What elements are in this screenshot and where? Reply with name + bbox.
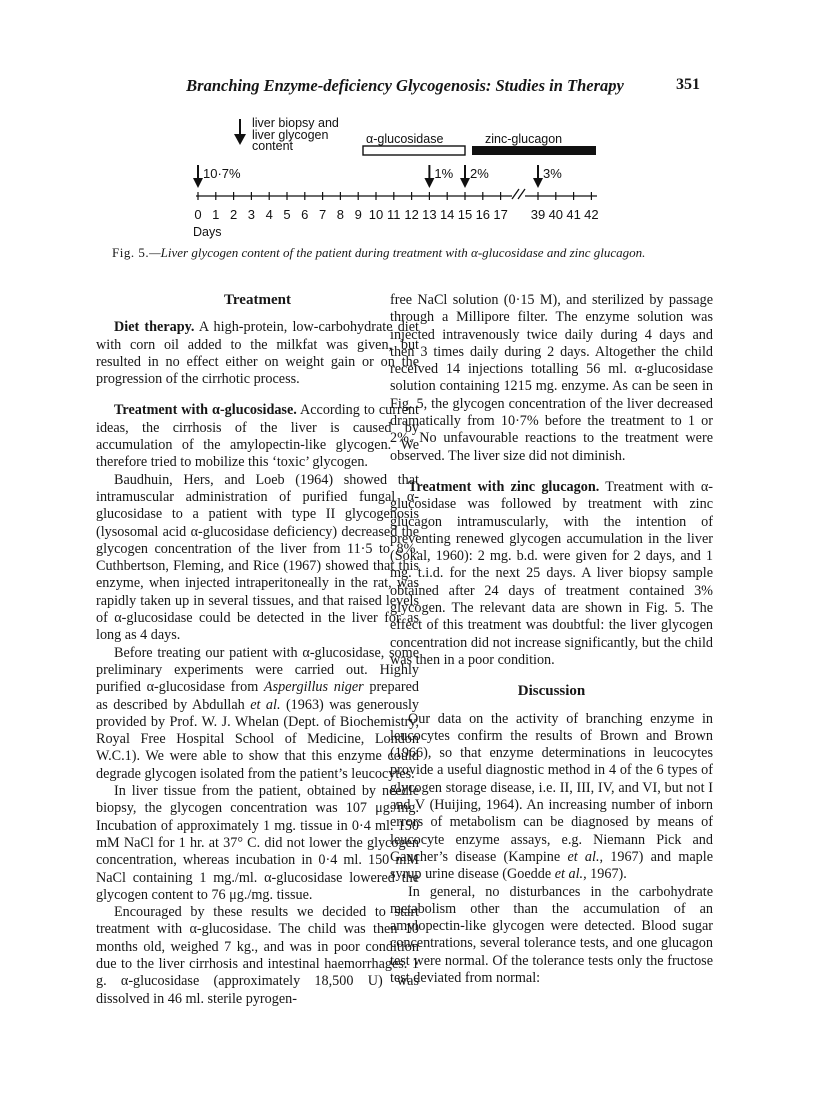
axis-tick-label: 9 [354,207,362,222]
discussion-paragraph-2: In general, no disturbances in the carbohydrate metabolism other than the accumulation of an amylopectin-like glycogen were detected. Blood sugar concentrations, several tolerance tests, and one glucagon test were normal. Of the tolerance tests only the fructose test deviated from normal: [390,883,713,986]
liver-tissue-paragraph: In liver tissue from the patient, obtained by needle biopsy, the glycogen concentration was 107 μg./mg. Incubation of approximately 1 mg. tissue in 0·4 ml. 150 mM NaCl for 1 hr. at 37° C. did not lower the glycogen concentration, whereas incubation in 0·4 ml. 150 mM NaCl containing 1 mg./ml. α-glucosidase lowered the glycogen content to 76 μg./mg. tissue. [96,783,419,903]
diet-therapy-paragraph [96,319,419,388]
alpha-glucosidase-bar [363,146,465,155]
axis-tick-label: 8 [336,207,345,222]
discussion-text-1: Our data on the activity of branching enzyme in leucocytes confirm the results of Brown and Brown (1966), so that enzyme determinations in leucocytes provide a useful diagnostic method in 4 of the 6 types of glycogen storage disease, i.e. II, III, IV, and VI, but not I and V (Huijing, 1964). An increasing number of inborn errors of metabolism can be diagnosed by means of leucocyte enzyme assays, e.g. Niemann Pick and Gaucher’s disease (Kampine [390,710,713,865]
marker-label: 3% [543,166,562,181]
axis-tick-label: 10 [368,207,384,222]
preliminary-text-1: Before treating our patient with α-glucosidase, some preliminary experiments were carried out. Highly purified α-glucosidase from [96,644,419,696]
axis-label: Days [193,225,222,239]
caption-label: Fig. 5. [112,245,150,260]
axis-tick-label: 3 [247,207,256,222]
discussion-paragraph-1 [390,711,713,884]
figure-5-timeline [0,0,816,245]
discussion-text-3: , 1967). [583,866,627,883]
zinc-treatment-heading: Treatment with zinc glucagon. [408,478,600,495]
marker-arrowhead-icon [193,178,203,188]
axis-tick-label: 6 [301,207,309,222]
marker-label: 1% [434,166,454,181]
preliminary-text-2: prepared as described by Abdullah [96,679,419,713]
species-name: Aspergillus niger [263,679,364,696]
marker-label: 2% [470,166,489,181]
discussion-text-2: , 1967) and maple syrup urine disease (Goedde [390,848,713,883]
biopsy-marker [193,165,241,188]
baudhuin-paragraph: Baudhuin, Hers, and Loeb (1964) showed that intramuscular administration of purified fungal α-glucosidase to a patient with type II glycogenosis (lysosomal acid α-glucosidase deficiency) decreased the glycogen concentration of the liver from 11·5 to 8%. Cuthbertson, Fleming, and Rice (1967) showed that this enzyme, when injected intraperitoneally in the rat, was rapidly taken up in several tissues, and that raised levels of α-glucosidase could be detected in the liver for as long as 4 days. [96,471,419,644]
axis-tick-label: 17 [493,207,508,222]
diet-therapy-text: A high-protein, low-carbohydrate diet with corn oil added to the milkfat was given, but resulted in no effect either on weight gain or on the progression of the cirrhotic process. [96,319,419,388]
marker-arrowhead-icon [460,178,470,188]
treatment-heading: Treatment [224,292,291,308]
et-al: et al. [567,848,600,865]
axis-tick-label: 1 [212,207,220,222]
caption-text: —Liver glycogen content of the patient during treatment with α-glucosidase and zinc glucagon. [149,245,646,260]
page-number: 351 [676,76,700,93]
alpha-glucosidase-bar-label: α-glucosidase [366,132,444,146]
axis-tick-label: 42 [584,207,599,222]
axis-tick-label: 0 [194,207,202,222]
diet-therapy-heading: Diet therapy. [114,319,195,336]
marker-arrowhead-icon [533,178,543,188]
marker-label: 10·7% [203,166,241,181]
running-title: Branching Enzyme-deficiency Glycogenosis: Studies in Therapy [186,76,624,95]
axis-tick-label: 13 [422,207,437,222]
axis-tick-label: 14 [439,207,455,222]
continued-paragraph: free NaCl solution (0·15 M), and sterilized by passage through a Millipore filter. The enzyme solution was injected intravenously twice daily during 4 days and then 3 times daily during 2 days. Altogether the child received 14 injections totalling 56 ml. α-glucosidase solution containing 1215 mg. enzyme. As can be seen in Fig. 5, the glycogen concentration of the liver decreased dramatically from 10·7% before the treatment to 1 or 2%. No unfavourable reactions to the treatment were observed. The liver size did not diminish. [390,292,713,464]
zinc-glucagon-bar-label: zinc-glucagon [485,132,563,146]
axis-tick-label: 11 [387,207,401,222]
et-al: et al. [250,696,281,713]
alpha-treatment-heading: Treatment with α-glucosidase. [114,402,297,419]
legend-biopsy-line-2: liver glycogen [252,128,329,142]
et-al: et al. [554,866,584,883]
preliminary-experiments-paragraph [96,645,419,783]
alpha-treatment-text: According to current ideas, the cirrhosis of the liver is caused by accumulation of the amylopectin-like glycogen. We therefore tried to mobilize this ‘toxic’ glycogen. [96,402,419,471]
axis-tick-label: 2 [229,207,238,222]
left-column [96,292,419,1008]
legend-arrow-icon [234,119,246,145]
axis-break-icon [512,189,525,199]
biopsy-marker [533,165,562,188]
marker-arrowhead-icon [424,178,434,188]
biopsy-marker [460,165,489,188]
legend-biopsy-line-1: liver biopsy and [252,116,339,130]
axis-tick-label: 15 [457,207,473,222]
right-column [390,292,713,987]
axis-tick-label: 41 [566,207,581,222]
zinc-treatment-paragraph [390,479,713,669]
zinc-glucagon-bar [472,146,596,155]
axis-tick-label: 4 [265,207,273,222]
figure-caption [112,245,712,261]
axis-tick-label: 39 [530,207,546,222]
zinc-treatment-text: Treatment with α-glucosidase was followed by treatment with zinc glucagon intramuscularly, with the intention of preventing renewed glycogen accumulation in the liver (Sokal, 1960): 2 mg. b.d. were given for 2 days, and 1 mg. t.i.d. for the next 25 days. A liver biopsy sample obtained after 24 days of treatment contained 3% glycogen. The relevant data are shown in Fig. 5. The effect of this treatment was doubtful: the liver glycogen concentration did not increase significantly, but the child was then in a poor condition. [390,478,714,668]
axis-tick-label: 16 [475,207,491,222]
encouraged-paragraph: Encouraged by these results we decided to start treatment with α-glucosidase. The child was then 10 months old, weighed 7 kg., and was in poor condition due to the liver cirrhosis and intestinal haemorrhages. 1 g. α-glucosidase (approximately 18,500 U) was dissolved in 46 ml. sterile pyrogen- [96,904,419,1007]
biopsy-marker [424,165,453,188]
alpha-treatment-paragraph [96,402,419,471]
discussion-heading: Discussion [517,683,586,700]
axis-tick-label: 40 [548,207,564,222]
legend-biopsy-line-3: content [252,139,294,153]
axis-tick-label: 7 [318,207,327,222]
preliminary-text-3: (1963) was generously provided by Prof. W. J. Whelan (Dept. of Biochemistry, Royal Free Hospital School of Medicine, London W.C.1). We were able to show that this enzyme could degrade glycogen isolated from the patient’s leucocytes. [96,696,420,782]
axis-tick-label: 12 [404,207,419,222]
axis-tick-label: 5 [283,207,291,222]
